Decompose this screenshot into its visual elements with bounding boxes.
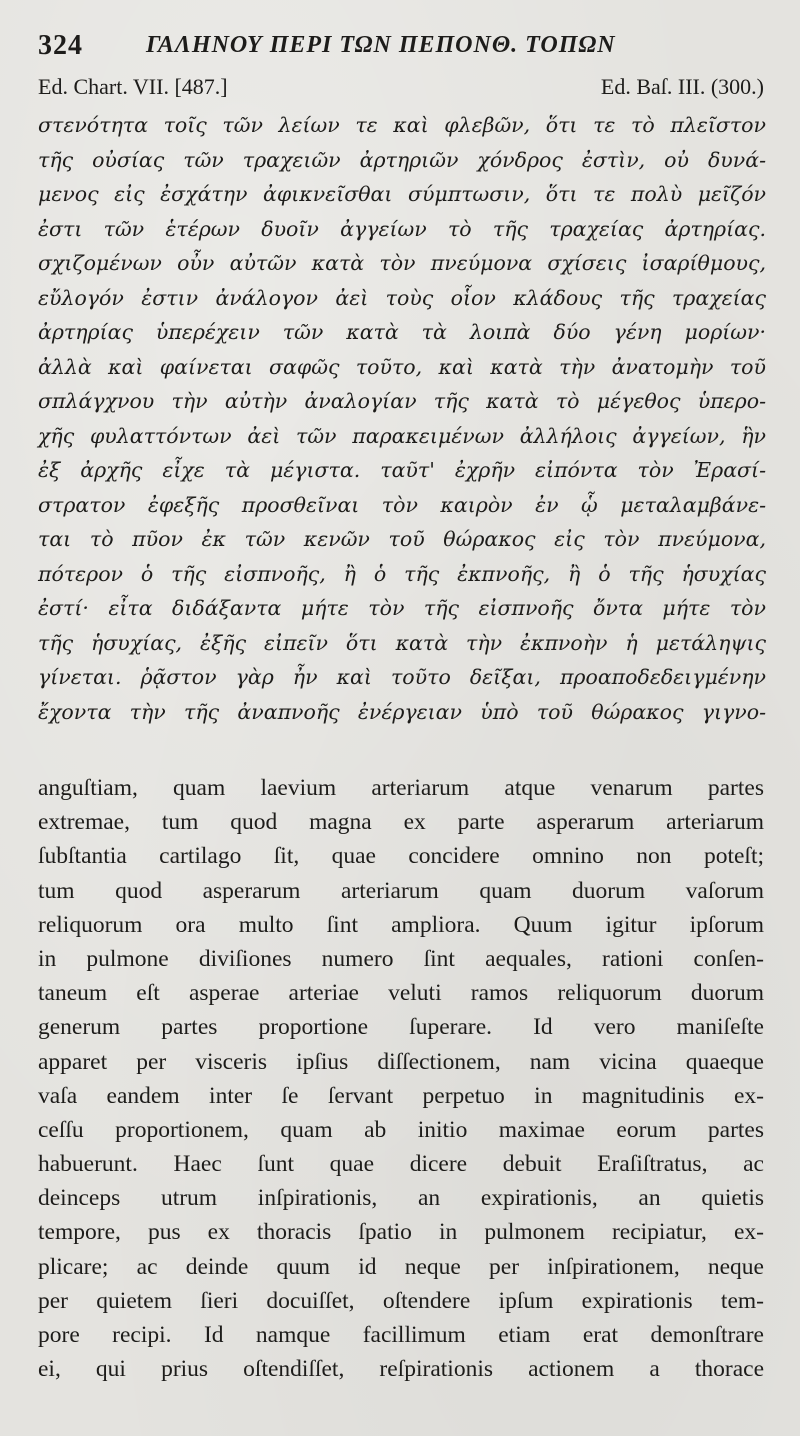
- latin-line: vaſa eandem inter ſe ſervant perpetuo in magnitudinis ex-: [38, 1082, 764, 1109]
- latin-line: generum partes proportione ſuperare. Id vero maniſeſte: [38, 1014, 764, 1041]
- greek-line: χῆς φυλαττόντων ἀεὶ τῶν παρακειμένων ἀλλήλοις ἀγγείων, ἣν: [38, 423, 766, 448]
- edition-basel: Ed. Baſ. III. (300.): [600, 74, 764, 99]
- greek-line: γίνεται. ῥᾷστον γὰρ ἦν καὶ τοῦτο δεῖξαι, προαποδεδειγμένην: [38, 665, 766, 689]
- greek-line: πότερον ὁ τῆς εἰσπνοῆς, ἢ ὁ τῆς ἐκπνοῆς, ἢ ὁ τῆς ἡσυχίας: [38, 561, 766, 586]
- page-number: 324: [38, 30, 83, 61]
- latin-line: tempore, pus ex thoracis ſpatio in pulmonem recipiatur, ex-: [38, 1219, 764, 1246]
- latin-line: tum quod asperarum arteriarum quam duorum vaſorum: [38, 877, 764, 904]
- greek-line: στρατον ἐφεξῆς προσθεῖναι τὸν καιρὸν ἐν ᾧ μεταλαμβάνε-: [38, 492, 766, 517]
- latin-line: plicare; ac deinde quum id neque per inſpirationem, neque: [38, 1253, 764, 1280]
- latin-line: taneum eſt asperae arteriae veluti ramos reliquorum duorum: [38, 980, 764, 1007]
- running-title: ΓΑΛΗΝΟΥ ΠΕΡΙ ΤΩΝ ΠΕΠΟΝΘ. ΤΟΠΩΝ: [146, 32, 616, 58]
- latin-line: in pulmone diviſiones numero ſint aequales, rationi conſen-: [38, 945, 764, 972]
- greek-line: ἐστι τῶν ἑτέρων δυοῖν ἀγγείων τὸ τῆς τραχείας ἀρτηρίας.: [38, 216, 766, 241]
- edition-chartier: Ed. Chart. VII. [487.]: [38, 74, 228, 99]
- latin-line: anguſtiam, quam laevium arteriarum atque venarum partes: [38, 775, 764, 801]
- greek-line: εὔλογόν ἐστιν ἀνάλογον ἀεὶ τοὺς οἷον κλάδους τῆς τραχείας: [38, 285, 766, 310]
- greek-line: σχιζομένων οὖν αὐτῶν κατὰ τὸν πνεύμονα σχίσεις ἰσαρίθμους,: [38, 251, 766, 275]
- running-header: [38, 26, 778, 66]
- greek-text-block: [38, 108, 766, 729]
- latin-line: ſubſtantia cartilago ſit, quae concidere omnino non poteſt;: [38, 843, 764, 870]
- latin-line: extremae, tum quod magna ex parte asperarum arteriarum: [38, 809, 764, 836]
- greek-line: ἐξ ἀρχῆς εἶχε τὰ μέγιστα. ταῦτ' ἐχρῆν εἰπόντα τὸν Ἐρασί-: [38, 458, 766, 482]
- latin-line: deinceps utrum inſpirationis, an expirationis, an quietis: [38, 1185, 764, 1212]
- latin-text-block: [38, 771, 764, 1386]
- greek-line: σπλάγχνου τὴν αὐτὴν ἀναλογίαν τῆς κατὰ τὸ μέγεθος ὑπερο-: [38, 389, 766, 413]
- latin-line: ei, qui prius oſtendiſſet, reſpirationis actionem a thorace: [38, 1356, 764, 1383]
- greek-line: τῆς ἡσυχίας, ἐξῆς εἰπεῖν ὅτι κατὰ τὴν ἐκπνοὴν ἡ μετάληψις: [38, 630, 766, 655]
- greek-line: ἐστί· εἶτα διδάξαντα μήτε τὸν τῆς εἰσπνοῆς ὄντα μήτε τὸν: [38, 596, 766, 620]
- latin-line: reliquorum ora multo ſint ampliora. Quum igitur ipſorum: [38, 911, 764, 938]
- greek-line: μενος εἰς ἐσχάτην ἀφικνεῖσθαι σύμπτωσιν, ὅτι τε πολὺ μεῖζόν: [38, 182, 766, 206]
- greek-line: ἔχοντα τὴν τῆς ἀναπνοῆς ἐνέργειαν ὑπὸ τοῦ θώρακος γιγνο-: [38, 699, 766, 724]
- greek-line: τῆς οὐσίας τῶν τραχειῶν ἀρτηριῶν χόνδρος ἐστὶν, οὐ δυνά-: [38, 147, 766, 172]
- latin-line: apparet per visceris ipſius diſſectionem, nam vicina quaeque: [38, 1048, 764, 1075]
- latin-line: pore recipi. Id namque facillimum etiam erat demonſtrare: [38, 1322, 764, 1348]
- latin-line: ceſſu proportionem, quam ab initio maximae eorum partes: [38, 1116, 764, 1143]
- edition-references: [38, 74, 764, 104]
- greek-line: ἀλλὰ καὶ φαίνεται σαφῶς τοῦτο, καὶ κατὰ τὴν ἀνατομὴν τοῦ: [38, 354, 766, 379]
- greek-line: στενότητα τοῖς τῶν λείων τε καὶ φλεβῶν, ὅτι τε τὸ πλεῖστον: [38, 113, 766, 137]
- latin-line: per quietem ſieri docuiſſet, oſtendere ipſum expirationis tem-: [38, 1287, 764, 1314]
- latin-line: habuerunt. Haec ſunt quae dicere debuit Eraſiſtratus, ac: [38, 1151, 764, 1178]
- greek-line: ται τὸ πῦον ἐκ τῶν κενῶν τοῦ θώρακος εἰς τὸν πνεύμονα,: [38, 527, 766, 551]
- greek-line: ἀρτηρίας ὑπερέχειν τῶν κατὰ τὰ λοιπὰ δύο γένη μορίων·: [38, 320, 766, 344]
